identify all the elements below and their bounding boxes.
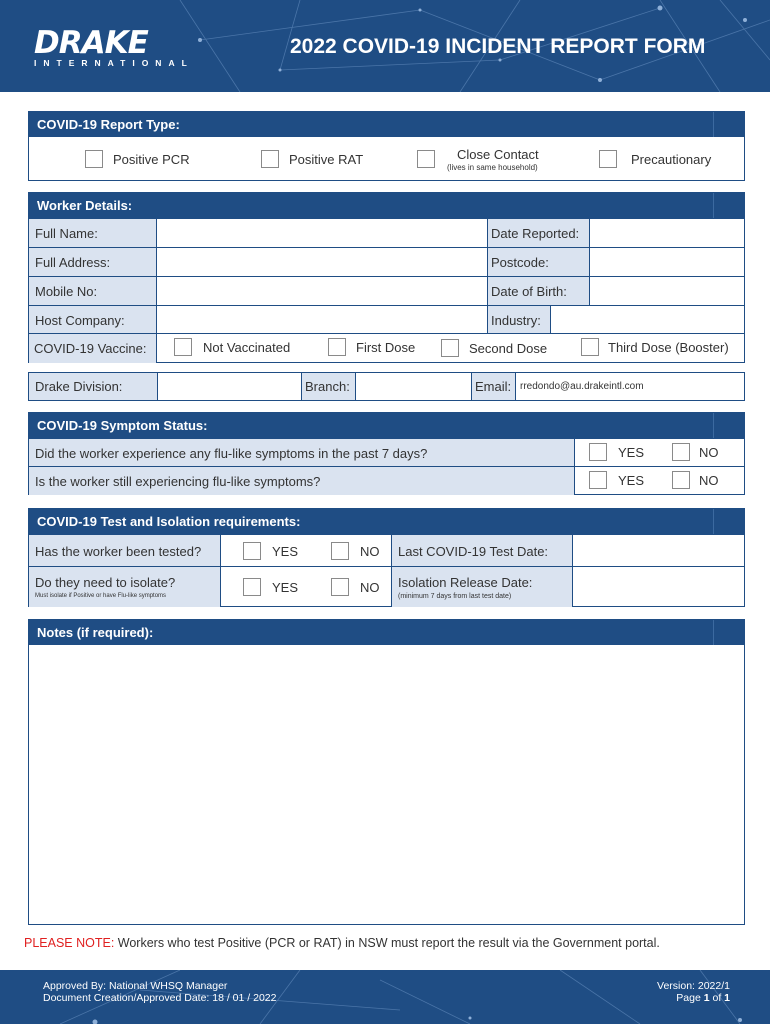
symptom-heading [29, 413, 744, 438]
creation-date: Document Creation/Approved Date: 18 / 01 / 2022 [43, 992, 277, 1004]
last-test-label: Last COVID-19 Test Date: [391, 535, 573, 567]
isolate-label: Do they need to isolate? [35, 575, 176, 590]
notes-heading-text: Notes (if required): [37, 625, 154, 640]
host-company-label: Host Company: [29, 306, 157, 334]
release-label-cell [391, 567, 573, 607]
symptom-section [28, 412, 745, 495]
first-dose-checkbox[interactable] [328, 338, 346, 356]
symptom-q1-row [29, 438, 744, 467]
precautionary-label: Precautionary [631, 152, 712, 167]
positive-rat-checkbox[interactable] [261, 150, 279, 168]
vaccine-row [29, 333, 744, 363]
tested-no-label: NO [360, 544, 380, 559]
postcode-label: Postcode: [488, 248, 590, 277]
page-header [0, 0, 770, 92]
footer-left [43, 980, 276, 1004]
industry-label: Industry: [488, 306, 551, 334]
date-reported-label: Date Reported: [488, 219, 590, 248]
q2-yes-checkbox[interactable] [589, 471, 607, 489]
isolate-yes-label: YES [272, 580, 299, 595]
isolate-note: Must isolate if Positive or have Flu-like symptoms [35, 593, 167, 599]
isolate-yes-checkbox[interactable] [243, 578, 261, 596]
q2-yes-label: YES [618, 473, 645, 488]
email-label: Email: [472, 373, 516, 400]
tested-label: Has the worker been tested? [29, 535, 221, 567]
symptom-q2-label: Is the worker still experiencing flu-like symptoms? [29, 467, 575, 495]
worker-details-section [28, 192, 745, 363]
testing-heading-text: COVID-19 Test and Isolation requirements: [37, 514, 301, 529]
drake-logo [34, 25, 194, 68]
please-note-prefix: PLEASE NOTE: [24, 936, 115, 950]
page-mid: of [709, 992, 725, 1004]
division-label: Drake Division: [29, 373, 158, 400]
symptom-q2-row [29, 466, 744, 495]
release-input[interactable] [573, 567, 744, 607]
q2-no-checkbox[interactable] [672, 471, 690, 489]
close-contact-note: (lives in same household) [447, 163, 538, 172]
tested-yes-checkbox[interactable] [243, 542, 261, 560]
tested-yes-label: YES [272, 544, 299, 559]
second-dose-checkbox[interactable] [441, 339, 459, 357]
footer-right [657, 980, 730, 1004]
full-address-input[interactable] [157, 248, 488, 277]
mobile-input[interactable] [157, 277, 488, 306]
branch-input[interactable] [356, 373, 472, 400]
logo-sub: INTERNATIONAL [34, 58, 194, 68]
report-type-section [28, 111, 745, 181]
approved-by: Approved By: National WHSQ Manager [43, 980, 228, 992]
not-vaccinated-checkbox[interactable] [174, 338, 192, 356]
dob-label: Date of Birth: [488, 277, 590, 306]
full-name-row [29, 218, 744, 248]
mobile-row [29, 276, 744, 306]
email-input[interactable]: rredondo@au.drakeintl.com [520, 381, 644, 392]
positive-pcr-checkbox[interactable] [85, 150, 103, 168]
notes-textarea[interactable] [29, 645, 744, 924]
not-vaccinated-label: Not Vaccinated [203, 340, 291, 355]
page-footer [0, 970, 770, 1024]
second-dose-label: Second Dose [469, 341, 548, 356]
close-contact-checkbox[interactable] [417, 150, 435, 168]
postcode-input[interactable] [590, 248, 744, 277]
report-type-heading-text: COVID-19 Report Type: [37, 117, 180, 132]
tested-row [29, 534, 744, 567]
worker-details-heading-text: Worker Details: [37, 198, 133, 213]
host-company-row [29, 305, 744, 334]
full-address-label: Full Address: [29, 248, 157, 277]
close-contact-label: Close Contact [457, 147, 539, 162]
third-dose-label: Third Dose (Booster) [608, 340, 729, 355]
tested-no-checkbox[interactable] [331, 542, 349, 560]
please-note [24, 936, 660, 950]
positive-pcr-label: Positive PCR [113, 152, 190, 167]
page-num: 1 [703, 992, 710, 1004]
isolate-label-cell [29, 567, 221, 607]
q1-yes-checkbox[interactable] [589, 443, 607, 461]
first-dose-label: First Dose [356, 340, 416, 355]
worker-details-heading [29, 193, 744, 218]
notes-heading [29, 620, 744, 645]
notes-section [28, 619, 745, 925]
vaccine-label: COVID-19 Vaccine: [29, 334, 157, 363]
branch-label: Branch: [302, 373, 356, 400]
please-note-text: Workers who test Positive (PCR or RAT) in NSW must report the result via the Government portal. [114, 936, 660, 950]
mobile-label: Mobile No: [29, 277, 157, 306]
industry-input[interactable] [551, 306, 744, 334]
page-number [657, 992, 730, 1004]
version: Version: 2022/1 [657, 980, 730, 992]
division-input[interactable] [158, 373, 302, 400]
testing-heading [29, 509, 744, 534]
positive-rat-label: Positive RAT [289, 152, 364, 167]
isolate-no-checkbox[interactable] [331, 578, 349, 596]
page-title: 2022 COVID-19 INCIDENT REPORT FORM [290, 35, 706, 58]
precautionary-checkbox[interactable] [599, 150, 617, 168]
logo-main: DRAKE [34, 25, 148, 61]
report-type-heading [29, 112, 744, 137]
q1-no-label: NO [699, 445, 719, 460]
date-reported-input[interactable] [590, 219, 744, 248]
testing-section [28, 508, 745, 607]
last-test-input[interactable] [573, 535, 744, 567]
page-prefix: Page [676, 992, 704, 1004]
q1-no-checkbox[interactable] [672, 443, 690, 461]
symptom-heading-text: COVID-19 Symptom Status: [37, 418, 208, 433]
full-name-label: Full Name: [29, 219, 157, 248]
address-row [29, 247, 744, 277]
q2-no-label: NO [699, 473, 719, 488]
symptom-q1-label: Did the worker experience any flu-like symptoms in the past 7 days? [29, 439, 575, 467]
release-note: (minimum 7 days from last test date) [398, 592, 512, 600]
release-label: Isolation Release Date: [398, 574, 533, 590]
page-total: 1 [724, 992, 730, 1004]
isolate-no-label: NO [360, 580, 380, 595]
q1-yes-label: YES [618, 445, 645, 460]
isolate-row [29, 566, 744, 607]
full-name-input[interactable] [157, 219, 488, 248]
dob-input[interactable] [590, 277, 744, 306]
division-section [28, 372, 745, 401]
host-company-input[interactable] [157, 306, 488, 334]
third-dose-checkbox[interactable] [581, 338, 599, 356]
